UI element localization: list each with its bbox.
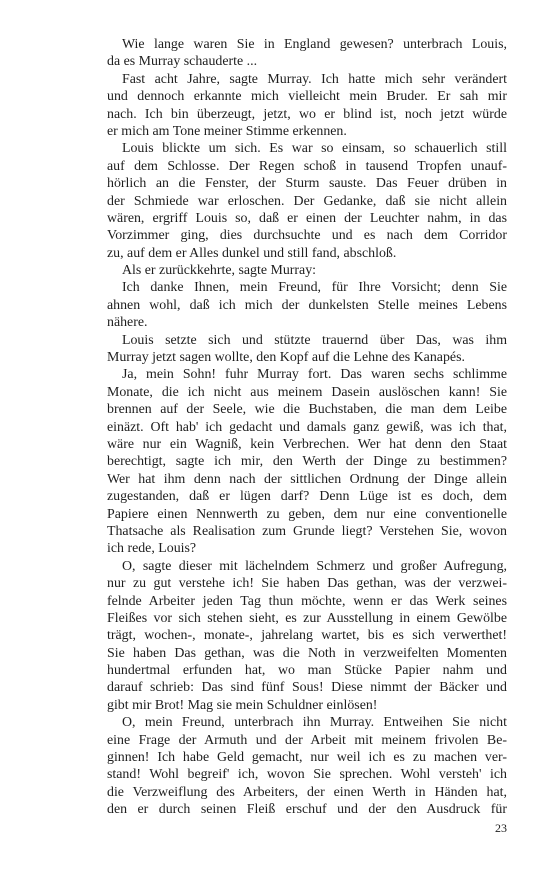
text-line: auf dem Schlosse. Der Regen schoß in tausend Tropfen unauf- [107, 158, 507, 174]
text-line: Fleißes vor sich stehen sieht, es zur Ausstellung in einem Gewölbe [107, 610, 507, 626]
text-line: ich rede, Louis? [107, 541, 197, 557]
text-line: nur zu gut verstehe ich! Sie haben Das gethan, was der verzwei- [107, 576, 507, 592]
text-line: Ich danke Ihnen, mein Freund, für Ihre Vorsicht; denn Sie [122, 280, 507, 296]
text-line: Monate, die ich nicht aus meinem Dasein auslöschen kann! Sie [107, 384, 507, 400]
text-line: O, mein Freund, unterbrach ihn Murray. Entweihen Sie nicht [122, 715, 507, 731]
text-line: zugestanden, daß er lügen darf? Denn Lüge ist es doch, dem [107, 489, 507, 505]
body-text [107, 36, 507, 819]
text-line: Papiere einen Nennwerth zu geben, dem nur eine conventionelle [107, 506, 507, 522]
text-line: gibt mir Brot! Mag sie mein Schuldner einlösen! [107, 697, 378, 713]
text-line: die Verzweiflung des Arbeiters, der einen Werth in Händen hat, [107, 784, 507, 800]
text-line: Louis blickte um sich. Es war so einsam, so schauerlich still [122, 141, 507, 157]
text-line: brennen auf der Seele, wie die Buchstaben, die man dem Leibe [107, 402, 507, 418]
text-line: Vorzimmer ging, dies durchsuchte und es nach dem Corridor [107, 228, 507, 244]
text-line: eine Frage der Armuth und der Arbeit mit meinem frivolen Be- [107, 732, 507, 748]
text-line: Fast acht Jahre, sagte Murray. Ich hatte mich sehr verändert [122, 71, 507, 87]
text-line: felnde Arbeiter jeden Tag thun möchte, wenn er das Werk seines [107, 593, 507, 609]
text-line: er mich am Tone meiner Stimme erkennen. [107, 123, 347, 139]
text-line: der Schmiede war erloschen. Der Gedanke, daß sie nicht allein [107, 193, 507, 209]
text-line: Sie haben Das gethan, was die Noth in verzweifelten Momenten [107, 645, 507, 661]
text-line: zu, auf dem er Alles dunkel und still fand, abschloß. [107, 245, 397, 261]
text-line: hundertmal erfunden hat, wo man Stücke Papier nahm und [107, 663, 507, 679]
text-line: ahnen wohl, daß ich mich der dunkelsten Stelle meines Lebens [107, 297, 507, 313]
text-line: berechtigt, sagte ich mir, den Werth der Dinge zu bestimmen? [107, 454, 507, 470]
text-line: Louis setzte sich und stützte trauernd über Das, was ihm [122, 332, 507, 348]
text-line: trägt, wochen-, monate-, jahrelang wartet, bis es sich verwerthet! [107, 628, 507, 644]
text-line: und dennoch erkannte mich vielleicht mein Bruder. Er sah mir [107, 89, 507, 105]
page-number: 23 [495, 821, 507, 835]
text-line: einäzt. Oft hab' ich gedacht und damals ganz gewiß, was ich that, [107, 419, 507, 435]
text-line: Thatsache als Realisation zum Grunde liegt? Verstehen Sie, wovon [107, 523, 507, 539]
text-line: nach. Ich bin überzeugt, jetzt, wo er blind ist, noch jetzt würde [107, 106, 507, 122]
text-line: den er durch seinen Fleiß erschuf und der den Ausdruck für [107, 802, 507, 818]
text-line: Ja, mein Sohn! fuhr Murray fort. Das waren sechs schlimme [122, 367, 507, 383]
text-line: wäre nur ein Wagniß, kein Verbrechen. Wer hat denn den Staat [107, 436, 507, 452]
text-line: O, sagte dieser mit lächelndem Schmerz und großer Aufregung, [122, 558, 507, 574]
text-line: ginnen! Ich habe Geld gemacht, nur weil ich es zu machen ver- [107, 750, 507, 766]
text-line: wären, ergriff Louis so, daß er einen der Leuchter nahm, in das [107, 210, 507, 226]
text-line: darauf schrieb: Das sind fünf Sous! Diese nimmt der Bäcker und [107, 680, 507, 696]
text-line: da es Murray schauderte ... [107, 54, 258, 70]
text-line: stand! Wohl begreif' ich, wovon Sie sprechen. Wohl versteh' ich [107, 767, 507, 783]
text-line: nähere. [107, 315, 148, 331]
text-line: Wer hat ihm denn nach der sittlichen Ordnung der Dinge allein [107, 471, 507, 487]
text-line: Murray jetzt sagen wollte, den Kopf auf die Lehne des Kanapés. [107, 350, 465, 366]
text-line: Als er zurückkehrte, sagte Murray: [122, 263, 317, 279]
text-line: hörlich an die Fenster, der Sturm sauste. Das Feuer drüben in [107, 176, 507, 192]
text-line: Wie lange waren Sie in England gewesen? unterbrach Louis, [122, 37, 507, 52]
